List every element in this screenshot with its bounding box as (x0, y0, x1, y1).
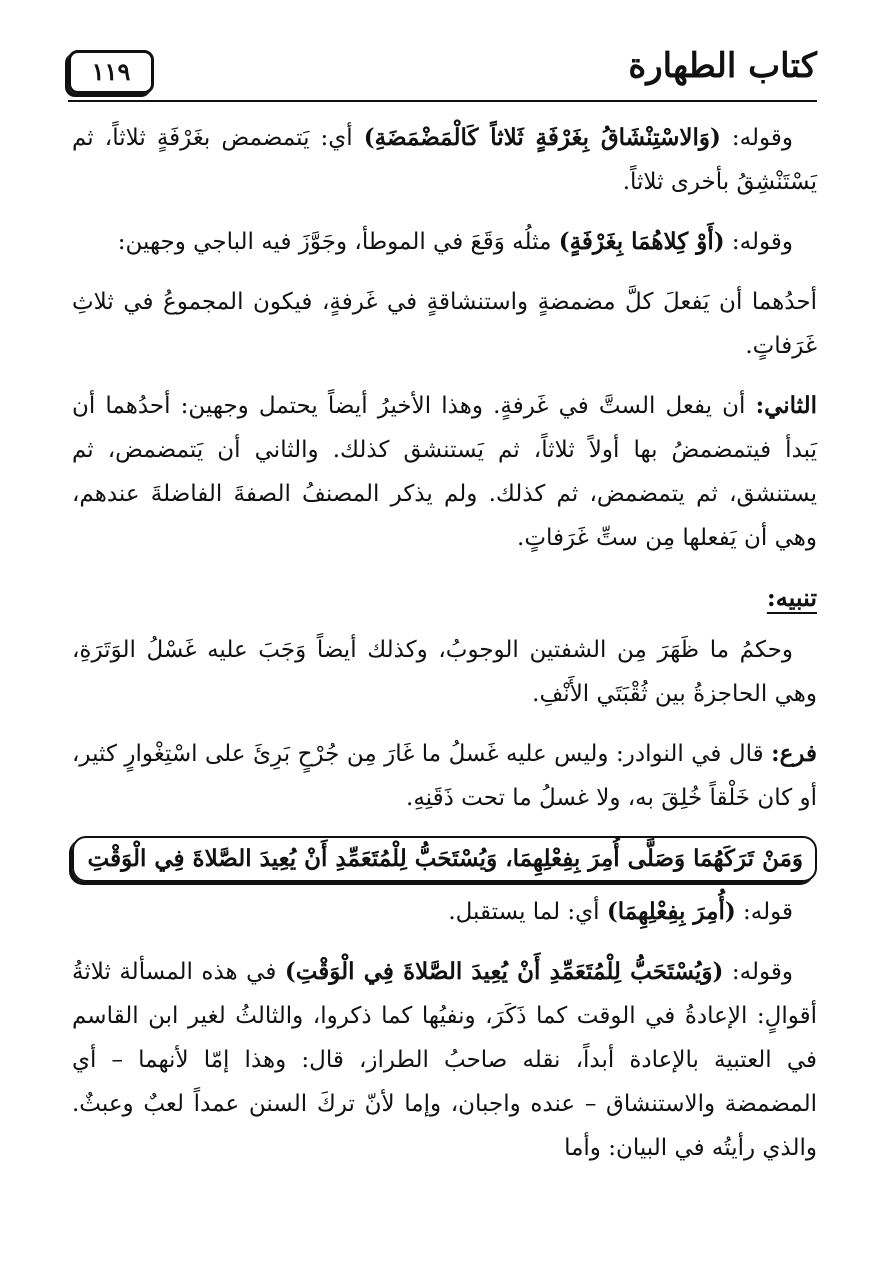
page-number: ١١٩ (68, 50, 154, 94)
quoted-text: (وَيُسْتَحَبُّ لِلْمُتَعَمِّدِ أَنْ يُعِيدَ الصَّلاةَ فِي الْوَقْتِ) (284, 958, 724, 985)
paragraph-text: أن يفعل الستَّ في غَرفةٍ. وهذا الأخيرُ أيضاً يحتمل وجهين: أحدُهما أن يَبدأ فيتمضمضُ بها أولاً ثلاثاً، ثم يَستنشق كذلك. والثاني أن يَتمضمض، ثم يستنشق، ثم يتمضمض، ثم كذلك. ولم يذكر المصنفُ الصفةَ الفاضلةَ عندهم، وهي أن يَفعلها مِن ستِّ غَرَفاتٍ. (72, 393, 817, 551)
paragraph-yustahabb (72, 950, 817, 1170)
paragraph-second-way (72, 384, 817, 560)
paragraph-first-way: أحدُهما أن يَفعلَ كلَّ مضمضةٍ واستنشاقةٍ في غَرفةٍ، فيكون المجموعُ في ثلاثِ غَرَفاتٍ. (72, 289, 817, 359)
page-body (72, 116, 817, 1186)
paragraph-text: في هذه المسألة ثلاثةُ أقوالٍ: الإعادةُ في الوقت كما ذَكَرَ، ونفيُها كما ذكروا، والثالثُ لغير ابن القاسم في العتبية بالإعادة أبداً، نقله صاحبُ الطراز، قال: وهذا إمّا لأنهما – أي المضمضة والاستنشاق – عنده واجبان، وإما لأنّ تركَ السنن عمداً لعبٌ وعبثٌ. والذي رأيتُه في البيان: وأما (72, 959, 817, 1161)
paragraph-prefix: وقوله: (720, 125, 793, 151)
paragraph-text: قال في النوادر: وليس عليه غَسلُ ما غَارَ مِن جُرْحٍ بَرِئَ على اسْتِغْوارٍ كثير، أو كان خَلْقاً خُلِقَ به، ولا غسلُ ما تحت ذَقَنِهِ. (72, 741, 817, 811)
paragraph-lips: وحكمُ ما ظَهَرَ مِن الشفتين الوجوبُ، وكذلك أيضاً وَجَبَ عليه غَسْلُ الوَتَرَةِ، وهي الحاجزةُ بين ثُقْبَتَي الأَنْفِ. (72, 637, 817, 707)
header-divider (68, 100, 817, 102)
quoted-text: (وَالاسْتِنْشَاقُ بِغَرْفَةٍ ثَلاثاً كَالْمَضْمَضَةِ) (363, 124, 721, 151)
paragraph-text: أي: يَتمضمض بغَرْفَةٍ ثلاثاً، ثم يَسْتَنْشِقُ بأخرى ثلاثاً. (72, 125, 817, 195)
tanbih-heading: تنبيه: (766, 583, 817, 612)
paragraph-umira (72, 890, 817, 934)
paragraph-prefix: قوله: (735, 899, 793, 925)
quoted-text: (أَوْ كِلاهُمَا بِغَرْفَةٍ) (558, 228, 725, 255)
paragraph-kilahuma (72, 220, 817, 264)
paragraph-prefix: وقوله: (723, 959, 793, 985)
paragraph-lead: فرع: (771, 740, 817, 767)
paragraph-lead: الثاني: (755, 392, 817, 419)
paragraph-far (72, 732, 817, 820)
quoted-text: (أُمِرَ بِفِعْلِهِمَا) (606, 898, 736, 925)
chapter-title: كتاب الطهارة (628, 46, 817, 86)
paragraph-prefix: وقوله: (724, 229, 793, 255)
paragraph-istinshaq (72, 116, 817, 204)
page-header (68, 40, 817, 102)
paragraph-text: مثلُه وَقَعَ في الموطأ، وجَوَّزَ فيه الباجي وجهين: (117, 229, 559, 255)
matn-box: وَمَنْ تَرَكَهُمَا وَصَلَّى أُمِرَ بِفِعْلِهِمَا، وَيُسْتَحَبُّ لِلْمُتَعَمِّدِ أَنْ يُعِيدَ الصَّلاةَ فِي الْوَقْتِ (72, 836, 817, 882)
paragraph-text: أي: لما يستقبل. (448, 899, 607, 925)
